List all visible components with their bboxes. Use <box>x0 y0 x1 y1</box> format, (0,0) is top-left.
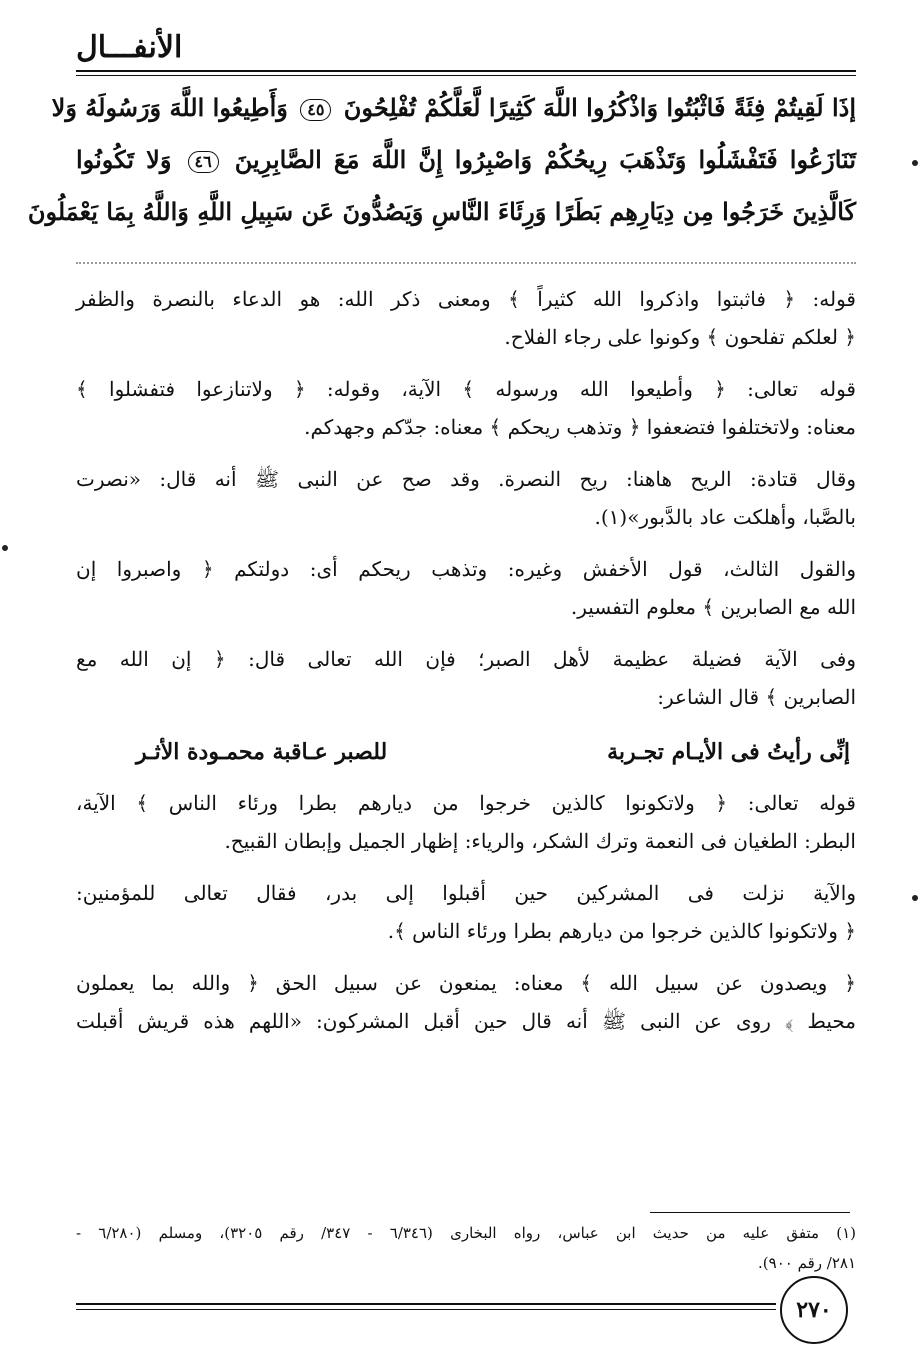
paragraph-line: قوله تعالى: ﴿ ولاتكونوا كالذين خرجوا من ديارهم بطرا ورئاء الناس ﴾ الآية، <box>76 791 856 815</box>
paragraph <box>76 280 856 356</box>
footer-rule-thin <box>76 1309 776 1310</box>
paragraph <box>76 460 856 536</box>
margin-mark <box>2 545 8 551</box>
footnote-line: ٢٨١/ رقم ٩٠٠). <box>758 1254 856 1272</box>
quran-text-block <box>27 82 857 238</box>
quran-line <box>51 82 856 134</box>
header-rule-thin <box>76 75 856 76</box>
paragraph-line: بالصَّبا، وأهلكت عاد بالدَّبور»(١). <box>594 505 856 529</box>
verse-first-hemistich: إنِّى رأيتُ فى الأيـام تجـربة <box>607 739 850 765</box>
margin-mark <box>912 895 918 901</box>
quran-line-text: وَلا تَكُونُوا <box>76 145 172 174</box>
commentary-body <box>76 280 856 1054</box>
ayah-number-marker: ٤٥ <box>300 99 331 121</box>
paragraph <box>76 874 856 950</box>
paragraph-line: قوله تعالى: ﴿ وأطيعوا الله ورسوله ﴾ الآية، وقوله: ﴿ ولاتنازعوا فتفشلوا ﴾ <box>76 377 856 401</box>
ayah-number-marker: ٤٦ <box>188 151 219 173</box>
verse-second-hemistich: للصبر عـاقبة محمـودة الأثـر <box>136 739 388 765</box>
paragraph-line: الصابرين ﴾ قال الشاعر: <box>657 685 856 709</box>
dotted-separator <box>76 262 856 264</box>
paragraph-line: والقول الثالث، قول الأخفش وغيره: وتذهب ريحكم أى: دولتكم ﴿ واصبروا إن <box>76 557 856 581</box>
quran-line-text: وَأَطِيعُوا اللَّهَ وَرَسُولَهُ وَلا <box>51 93 288 122</box>
paragraph <box>76 640 856 716</box>
paragraph-line: الله مع الصابرين ﴾ معلوم التفسير. <box>570 595 856 619</box>
paragraph-line: وقال قتادة: الريح هاهنا: ريح النصرة. وقد صح عن النبى ﷺ أنه قال: «نصرت <box>76 467 856 491</box>
paragraph-line: وفى الآية فضيلة عظيمة لأهل الصبر؛ فإن الله تعالى قال: ﴿ إن الله مع <box>76 647 856 671</box>
footnote-line: (١) متفق عليه من حديث ابن عباس، رواه البخارى (٦/٣٤٦ - ٣٤٧/ رقم ٣٢٠٥)، ومسلم (٦/٢٨٠ - <box>76 1224 856 1242</box>
poetry-verse <box>76 730 856 774</box>
quran-line-text: كَالَّذِينَ خَرَجُوا مِن دِيَارِهِم بَطَرًا وَرِئَاءَ النَّاسِ وَيَصُدُّونَ عَن سَبِيلِ اللَّهِ وَاللَّهُ بِمَا يَعْمَلُونَ <box>27 197 856 226</box>
footer-rule-thick <box>76 1303 776 1305</box>
quran-line <box>76 134 856 186</box>
paragraph-line: محيط ﴾ روى عن النبى ﷺ أنه قال حين أقبل المشركون: «اللهم هذه قريش أقبلت <box>76 1009 856 1033</box>
paragraph-line: البطر: الطغيان فى النعمة وترك الشكر، والرياء: إظهار الجميل وإبطان القبيح. <box>224 829 856 853</box>
paragraph <box>76 964 856 1040</box>
paragraph-line: معناه: ولاتختلفوا فتضعفوا ﴿ وتذهب ريحكم ﴾ معناه: جدّكم وجهدكم. <box>304 415 856 439</box>
paragraph-line: ﴿ ويصدون عن سبيل الله ﴾ معناه: يمنعون عن سبيل الحق ﴿ والله بما يعملون <box>76 971 856 995</box>
margin-mark <box>912 160 918 166</box>
footnote <box>76 1218 856 1278</box>
quran-line <box>27 186 856 238</box>
paragraph-line: ﴿ ولاتكونوا كالذين خرجوا من ديارهم بطرا ورئاء الناس ﴾. <box>387 919 856 943</box>
footnote-rule <box>650 1212 850 1213</box>
paragraph <box>76 370 856 446</box>
quran-line-text: تَنَازَعُوا فَتَفْشَلُوا وَتَذْهَبَ رِيحُكُمْ وَاصْبِرُوا إِنَّ اللَّهَ مَعَ الصَّابِرِينَ <box>234 145 857 174</box>
paragraph-line: قوله: ﴿ فاثبتوا واذكروا الله كثيراً ﴾ ومعنى ذكر الله: هو الدعاء بالنصرة والظفر <box>76 287 856 311</box>
header-rule-thick <box>76 70 856 72</box>
running-header-title: الأنفـــال <box>76 30 183 65</box>
page-number: ٢٧٠ <box>780 1276 848 1344</box>
paragraph-line: والآية نزلت فى المشركين حين أقبلوا إلى بدر، فقال تعالى للمؤمنين: <box>76 881 856 905</box>
paragraph <box>76 550 856 626</box>
quran-line-text: إذَا لَقِيتُمْ فِئَةً فَاثْبُتُوا وَاذْكُرُوا اللَّهَ كَثِيرًا لَّعَلَّكُمْ تُفْلِحُونَ <box>343 93 856 122</box>
paragraph-line: ﴿ لعلكم تفلحون ﴾ وكونوا على رجاء الفلاح. <box>504 325 856 349</box>
paragraph <box>76 784 856 860</box>
